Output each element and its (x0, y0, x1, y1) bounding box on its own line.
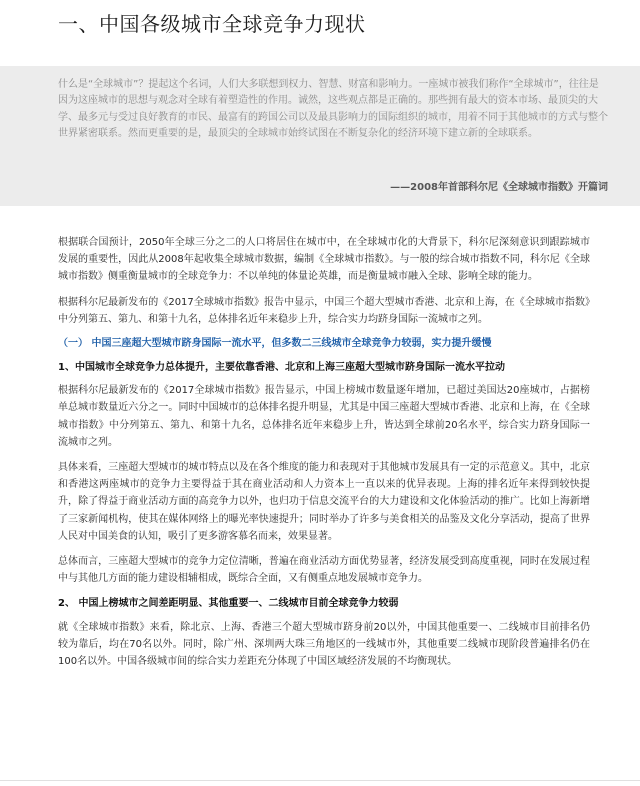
subsection-heading-1: 1、中国城市全球竞争力总体提升，主要依靠香港、北京和上海三座超大型城市跻身国际一流水平拉动 (58, 362, 505, 374)
paragraph-ranking: 根据科尔尼最新发布的《2017全球城市指数》报告中显示，中国三个超大型城市香港、北京和上海，在《全球城市指数》中分列第五、第九、和第十九名，总体排名近年来稳步上升，综合实力均跻身国际一流城市之列。 (58, 296, 590, 325)
paragraph-report: 根据科尔尼最新发布的《2017全球城市指数》报告显示，中国上榜城市数量逐年增加，已超过美国达20座城市，占据榜单总城市数量近六分之一。同时中国城市的总体排名提升明显，尤其是中国三座超大型城市香港、北京和上海，在《全球城市指数》中分列第五、第九、和第十九名，总体排名近年来稳步上升，皆达到全球前20名水平，综合实力跻身国际一流城市之列。 (58, 385, 590, 448)
quote-block (0, 66, 640, 206)
paragraph-details: 具体来看，三座超大型城市的城市特点以及在各个维度的能力和表现对于其他城市发展具有一定的示范意义。其中，北京和香港这两座城市的竞争力主要得益于其在商业活动和人力资本上一直以来的优异表现。上海的排名近年来得到较快提升，除了得益于商业活动方面的高竞争力以外，也归功于信息交流平台的大力建设和文化体验活动的推广。比如上海新增了三家新闻机构，使其在媒体网络上的曝光率快速提升；同时举办了许多与美食相关的品鉴及文化分享活动，提高了世界人民对中国美食的认知，吸引了更多游客慕名而来，效果显著。 (58, 462, 590, 542)
quote-text: 什么是“全球城市”？提起这个名词，人们大多联想到权力、智慧、财富和影响力。一座城市被我们称作“全球城市”，往往是因为这座城市的思想与观念对全球有着塑造性的作用。诚然，这些观点都是正确的。那些拥有最大的资本市场、最顶尖的大学、最多元与受过良好教育的市民、最富有的跨国公司以及最具影响力的国际组织的城市，用着不同于其他城市的方式与整个世界紧密联系。然而更重要的是，最顶尖的全球城市始终试图在不断复杂化的经济环境下建立新的全球联系。 (58, 79, 608, 140)
paragraph-gap: 就《全球城市指数》来看，除北京、上海、香港三个超大型城市跻身前20以外，中国其他重要一、二线城市目前排名仍较为靠后，均在70名以外。同时，除广州、深圳两大珠三角地区的一线城市外，其他重要二线城市现阶段普遍排名仍在100名以外。中国各级城市间的综合实力差距充分体现了中国区域经济发展的不均衡现状。 (58, 621, 590, 668)
section-heading: （一） 中国三座超大型城市跻身国际一流水平，但多数二三线城市全球竞争力较弱，实力提升缓慢 (58, 338, 492, 350)
bottom-divider (0, 780, 640, 781)
quote-attribution: ——2008年首部科尔尼《全球城市指数》开篇词 (390, 182, 608, 193)
subsection-heading-2: 2、 中国上榜城市之间差距明显、其他重要一、二线城市目前全球竞争力较弱 (58, 598, 399, 610)
paragraph-intro: 根据联合国预计，2050年全球三分之二的人口将居住在城市中，在全球城市化的大背景下，科尔尼深刻意识到跟踪城市发展的重要性，因此从2008年起收集全球城市数据，编制《全球城市指数》。与一般的综合城市指数不同，科尔尼《全球城市指数》侧重衡量城市的全球竞争力：不以单纯的体量论英雄，而是衡量城市融入全球、影响全球的能力。 (58, 237, 590, 283)
article-body (58, 234, 590, 678)
page-title: 一、中国各级城市全球竞争力现状 (58, 12, 366, 36)
paragraph-summary: 总体而言，三座超大型城市的竞争力定位清晰，普遍在商业活动方面优势显著，经济发展受到高度重视，同时在发展过程中与其他几方面的能力建设相辅相成，既综合全面，又有侧重点地发展城市竞争力。 (58, 556, 590, 585)
